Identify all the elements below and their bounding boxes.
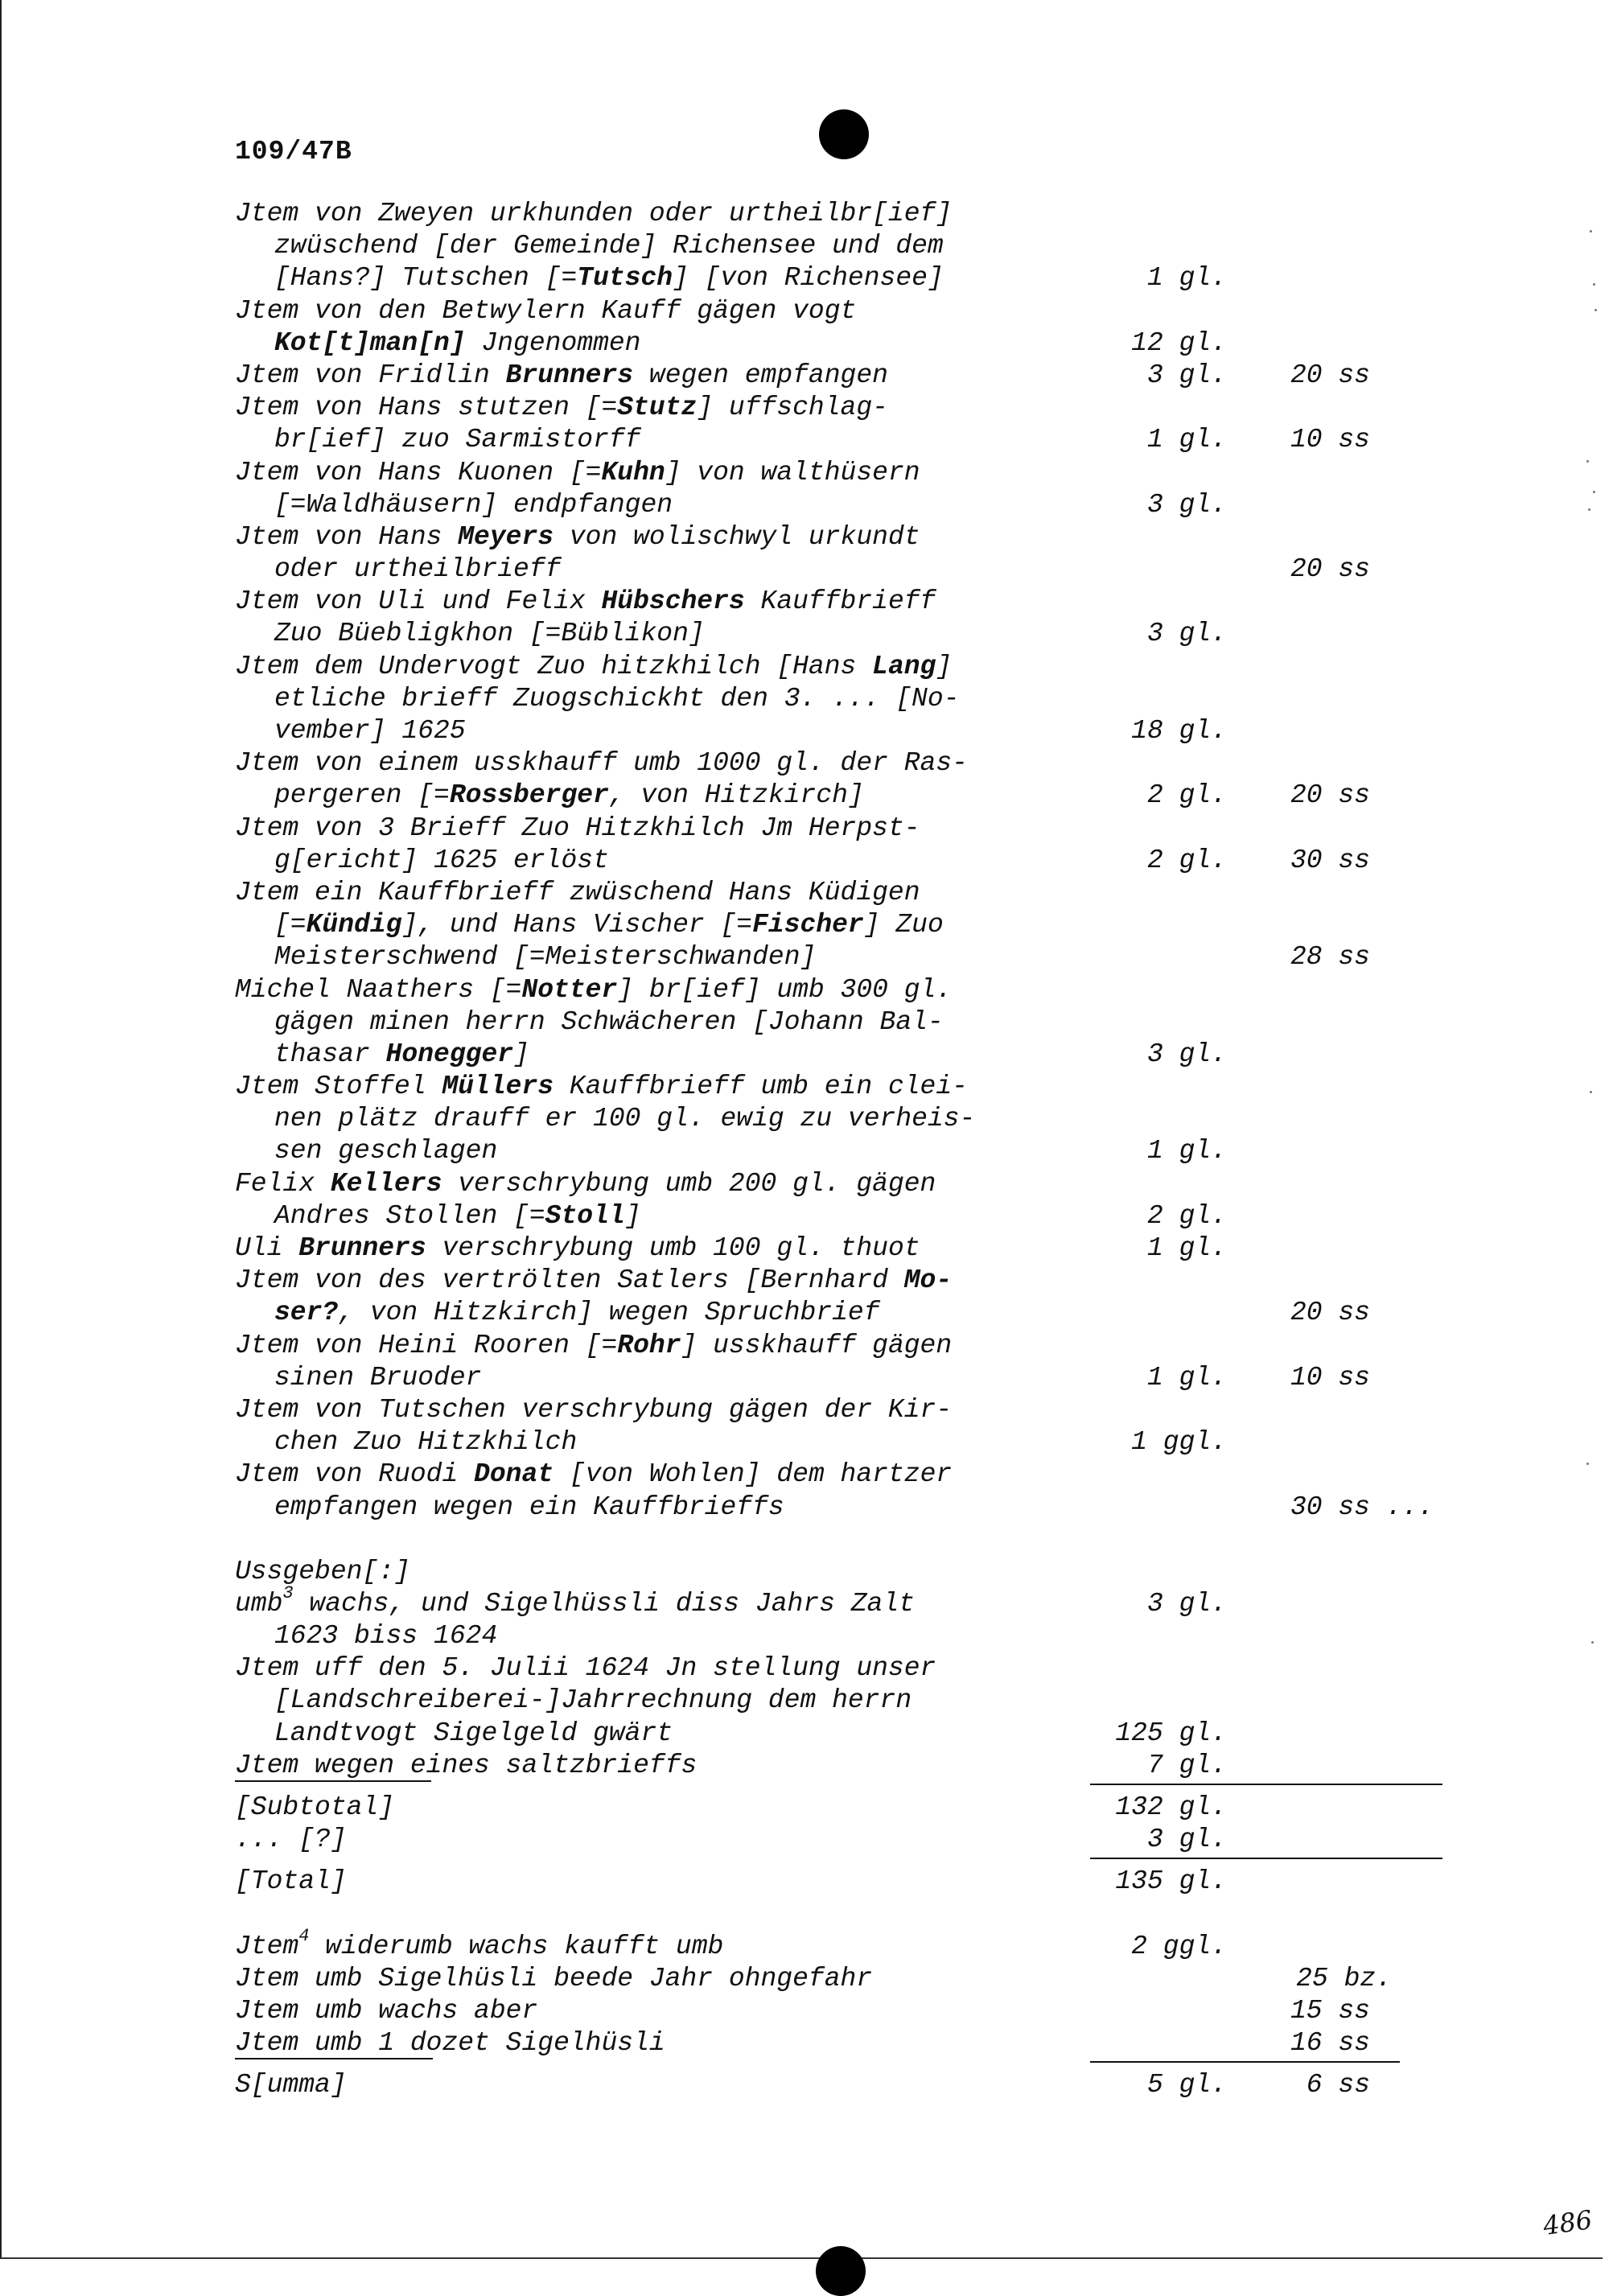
entry-text: oder urtheilbrieff: [274, 554, 562, 585]
entry-text: Jtem von den Betwylern Kauff gägen vogt: [235, 295, 857, 326]
expense-text: 1623 biss 1624: [274, 1621, 498, 1652]
entry-line: [0, 230, 1609, 262]
entry-text: Jtem dem Undervogt Zuo hitzkhilch [Hans Lang]: [235, 651, 953, 681]
amount-schilling: 20 ss: [1290, 554, 1370, 585]
amount-schilling: 20 ss: [1290, 780, 1370, 811]
subtotal-label: [Subtotal]: [235, 1792, 395, 1822]
ledger-entry: [0, 813, 1609, 877]
entry-line: [0, 1426, 1609, 1459]
second-list-row: [0, 1963, 1609, 1995]
entry-line: [0, 295, 1609, 327]
expense-row: [0, 1652, 1609, 1685]
entry-text: Zuo Büebligkhon [=Büblikon]: [274, 619, 705, 649]
punch-hole-top: [819, 109, 869, 159]
entry-text: sen geschlagen: [274, 1136, 498, 1167]
entry-line: [0, 651, 1609, 683]
entry-line: [0, 1492, 1609, 1524]
entry-text: pergeren [=Rossberger, von Hitzkirch]: [274, 780, 864, 811]
entry-text: Jtem von Hans Meyers von wolischwyl urkundt: [235, 521, 920, 552]
entry-line: [0, 747, 1609, 780]
entry-text: Jtem von Hans Kuonen [=Kuhn] von walthüsern: [235, 457, 920, 488]
entry-line: [0, 262, 1609, 294]
ledger-entry: [0, 747, 1609, 812]
underline-rule: [235, 2058, 433, 2059]
entry-text: zwüschend [der Gemeinde] Richensee und dem: [274, 231, 944, 261]
entry-text: Michel Naathers [=Notter] br[ief] umb 300 gl.: [235, 974, 953, 1005]
entry-text: Jtem von Tutschen verschrybung gägen der Kir-: [235, 1394, 953, 1425]
document-id: 109/47B: [235, 137, 352, 167]
subtotal-row: [0, 1792, 1609, 1824]
ledger-entry: [0, 457, 1609, 521]
summa-amount-gulden: 5 gl.: [1146, 2070, 1227, 2101]
entry-text: Jtem von 3 Brieff Zuo Hitzkhilch Jm Herpst-: [235, 813, 920, 843]
amount-gulden: 3 gl.: [1146, 619, 1227, 649]
entry-line: [0, 941, 1609, 973]
entry-line: [0, 845, 1609, 877]
second-list-row: [0, 1995, 1609, 2027]
entry-text: chen Zuo Hitzkhilch: [274, 1427, 578, 1458]
second-list-text: Jtem umb 1 dozet Sigelhüsli: [235, 2028, 665, 2059]
entry-line: [0, 1135, 1609, 1167]
amount-gulden: 3 gl.: [1146, 489, 1227, 520]
subtotal-amount: 132 gl.: [1115, 1792, 1227, 1822]
entry-line: [0, 521, 1609, 553]
footnote-mark: 4: [298, 1925, 310, 1946]
entry-text: Jtem von einem usskhauff umb 1000 gl. der Ras-: [235, 748, 968, 779]
entry-text: gägen minen herrn Schwächeren [Johann Bal-: [274, 1006, 944, 1037]
amount-gulden: 1 gl.: [1146, 263, 1227, 294]
amount-gulden: 1 ggl.: [1131, 1427, 1227, 1458]
second-list-text: Jtem$^4$ widerumb wachs kaufft umb: [235, 1925, 724, 1961]
receipts-list: [0, 198, 1609, 1524]
amount-schilling: 16 ss: [1290, 2028, 1370, 2059]
entry-text: Jtem von des vertrölten Satlers [Bernhard Mo-: [235, 1265, 953, 1296]
second-list-row: [0, 2027, 1609, 2059]
punch-hole-bottom: [816, 2246, 866, 2296]
entry-line: [0, 974, 1609, 1006]
ledger-entry: [0, 1265, 1609, 1329]
continuation-mark: ...: [1370, 1492, 1434, 1522]
amount-gulden: 1 gl.: [1146, 425, 1227, 455]
unknown-amount: 3 gl.: [1146, 1825, 1227, 1855]
expenses-heading: Ussgeben[:]: [235, 1556, 410, 1586]
expense-text: Landtvogt Sigelgeld gwärt: [274, 1718, 673, 1748]
entry-line: [0, 1297, 1609, 1329]
entry-line: [0, 1200, 1609, 1232]
entry-text: Jtem von Hans stutzen [=Stutz] uffschlag-: [235, 393, 888, 423]
total-row: [0, 1866, 1609, 1898]
entry-text: Uli Brunners verschrybung umb 100 gl. thuot: [235, 1233, 920, 1263]
entry-line: [0, 683, 1609, 715]
entry-text: nen plätz drauff er 100 gl. ewig zu verheis-: [274, 1104, 976, 1134]
entry-text: thasar Honegger]: [274, 1039, 529, 1069]
amount-gulden: 3 gl.: [1146, 360, 1227, 390]
amount-gulden: 3 gl.: [1146, 1039, 1227, 1069]
expense-text: Jtem uff den 5. Julii 1624 Jn stellung unser: [235, 1653, 936, 1684]
amount-gulden: 2 gl.: [1146, 845, 1227, 875]
entry-line: [0, 424, 1609, 456]
ledger: [0, 198, 1609, 2102]
entry-text: Jtem von Fridlin Brunners wegen empfangen: [235, 360, 888, 390]
ledger-entry: [0, 1394, 1609, 1459]
ledger-entry: [0, 586, 1609, 650]
entry-text: g[ericht] 1625 erlöst: [274, 845, 609, 875]
amount-gulden: 1 gl.: [1146, 1136, 1227, 1167]
entry-text: Jtem von Uli und Felix Hübschers Kauffbrieff: [235, 586, 936, 617]
sum-rule: [1090, 2061, 1400, 2063]
expense-row: [0, 1582, 1609, 1620]
entry-line: [0, 457, 1609, 489]
expense-row: [0, 1620, 1609, 1652]
entry-text: br[ief] zuo Sarmistorff: [274, 425, 641, 455]
entry-text: Jtem von Ruodi Donat [von Wohlen] dem hartzer: [235, 1459, 953, 1490]
entry-line: [0, 877, 1609, 909]
spacer: [0, 1899, 1609, 1931]
entry-text: Meisterschwend [=Meisterschwanden]: [274, 942, 817, 973]
amount-schilling: 20 ss: [1290, 1298, 1370, 1328]
entry-text: Jtem ein Kauffbrieff zwüschend Hans Küdigen: [235, 877, 920, 907]
expense-text: umb$^3$ wachs, und Sigelhüssli diss Jahrs Zalt: [235, 1582, 915, 1619]
expense-text: [Landschreiberei-]Jahrrechnung dem herrn: [274, 1685, 912, 1716]
ledger-entry: [0, 651, 1609, 748]
amount-schilling: 15 ss: [1290, 1995, 1370, 2026]
entry-text: Andres Stollen [=Stoll]: [274, 1200, 641, 1231]
entry-line: [0, 1265, 1609, 1297]
ledger-entry: [0, 974, 1609, 1072]
ledger-entry: [0, 1071, 1609, 1168]
footnote-mark: 3: [282, 1582, 294, 1603]
entry-line: [0, 909, 1609, 941]
entry-line: [0, 1168, 1609, 1200]
expense-row: [0, 1685, 1609, 1717]
entry-text: Kot[t]man[n] Jngenommen: [274, 327, 641, 358]
sum-rule: [1090, 1784, 1442, 1785]
entry-line: [0, 392, 1609, 424]
ledger-entry: [0, 392, 1609, 456]
entry-text: etliche brieff Zuogschickht den 3. ... [No-: [274, 683, 960, 714]
total-amount: 135 gl.: [1115, 1866, 1227, 1897]
entry-text: Jtem Stoffel Müllers Kauffbrieff umb ein clei-: [235, 1072, 968, 1102]
amount-schilling: 30 ss ...: [1290, 1492, 1434, 1522]
ledger-entry: [0, 198, 1609, 295]
expense-text: Jtem wegen eines saltzbrieffs: [235, 1750, 698, 1780]
entry-text: empfangen wegen ein Kauffbrieffs: [274, 1492, 784, 1522]
second-list-text: Jtem umb wachs aber: [235, 1995, 538, 2026]
ledger-entry: [0, 1232, 1609, 1265]
amount-gulden: 125 gl.: [1115, 1718, 1227, 1748]
amount-schilling: 20 ss: [1290, 360, 1370, 390]
spacer: [0, 1524, 1609, 1556]
amount-gulden: 1 gl.: [1146, 1233, 1227, 1263]
entry-text: ser?, von Hitzkirch] wegen Spruchbrief: [274, 1298, 880, 1328]
entry-line: [0, 618, 1609, 650]
entry-line: [0, 360, 1609, 392]
second-list-row: [0, 1925, 1609, 1963]
amount-gulden: 1 gl.: [1146, 1362, 1227, 1393]
expense-row: [0, 1718, 1609, 1750]
amount-batzen: 25 bz.: [1296, 1963, 1392, 1994]
ledger-entry: [0, 295, 1609, 360]
amount-schilling: 28 ss: [1290, 942, 1370, 973]
ledger-entry: [0, 1168, 1609, 1232]
entry-text: [Hans?] Tutschen [=Tutsch] [von Richensee]: [274, 263, 944, 294]
entry-line: [0, 1006, 1609, 1039]
entry-text: vember] 1625: [274, 716, 466, 746]
entry-line: [0, 1459, 1609, 1491]
expenses-heading-row: [0, 1556, 1609, 1588]
amount-gulden: 18 gl.: [1131, 716, 1227, 746]
amount-gulden: 3 gl.: [1146, 1588, 1227, 1619]
unknown-label: ... [?]: [235, 1825, 347, 1855]
entry-line: [0, 489, 1609, 521]
entry-line: [0, 198, 1609, 230]
total-label: [Total]: [235, 1866, 347, 1897]
ledger-entry: [0, 1459, 1609, 1523]
underline-rule: [235, 1780, 431, 1782]
second-list-text: Jtem umb Sigelhüsli beede Jahr ohngefahr: [235, 1963, 873, 1994]
entry-text: [=Waldhäusern] endpfangen: [274, 489, 673, 520]
summa-label: S[umma]: [235, 2070, 347, 2101]
amount-schilling: 10 ss: [1290, 425, 1370, 455]
entry-line: [0, 586, 1609, 618]
entry-text: Jtem von Heini Rooren [=Rohr] usskhauff gägen: [235, 1330, 953, 1360]
ledger-entry: [0, 877, 1609, 974]
amount-gulden: 7 gl.: [1146, 1750, 1227, 1780]
entry-line: [0, 715, 1609, 747]
summa-row: [0, 2069, 1609, 2101]
amount-schilling: 30 ss: [1290, 845, 1370, 875]
ledger-entry: [0, 360, 1609, 392]
entry-line: [0, 1232, 1609, 1265]
amount-gulden: 2 gl.: [1146, 780, 1227, 811]
entry-line: [0, 327, 1609, 360]
entry-line: [0, 1039, 1609, 1071]
ledger-entry: [0, 1330, 1609, 1394]
summa-amount-schilling: 6 ss: [1306, 2070, 1370, 2101]
amount-gulden: 12 gl.: [1131, 327, 1227, 358]
entry-line: [0, 553, 1609, 586]
entry-text: sinen Bruoder: [274, 1362, 482, 1393]
sum-rule: [1090, 1858, 1442, 1859]
entry-line: [0, 1362, 1609, 1394]
entry-text: Jtem von Zweyen urkhunden oder urtheilbr[ief]: [235, 199, 953, 228]
entry-line: [0, 1071, 1609, 1103]
entry-line: [0, 1330, 1609, 1362]
entry-line: [0, 1394, 1609, 1426]
page-number-handwritten: 486: [1541, 2203, 1595, 2242]
entry-text: Felix Kellers verschrybung umb 200 gl. gägen: [235, 1168, 936, 1199]
ledger-entry: [0, 521, 1609, 586]
amount-gulden: 2 ggl.: [1131, 1931, 1227, 1961]
entry-line: [0, 1103, 1609, 1135]
entry-text: [=Kündig], und Hans Vischer [=Fischer] Zuo: [274, 910, 944, 940]
amount-gulden: 2 gl.: [1146, 1200, 1227, 1231]
amount-schilling: 10 ss: [1290, 1362, 1370, 1393]
entry-line: [0, 813, 1609, 845]
entry-line: [0, 780, 1609, 812]
expense-row: [0, 1750, 1609, 1782]
unknown-row: [0, 1824, 1609, 1856]
